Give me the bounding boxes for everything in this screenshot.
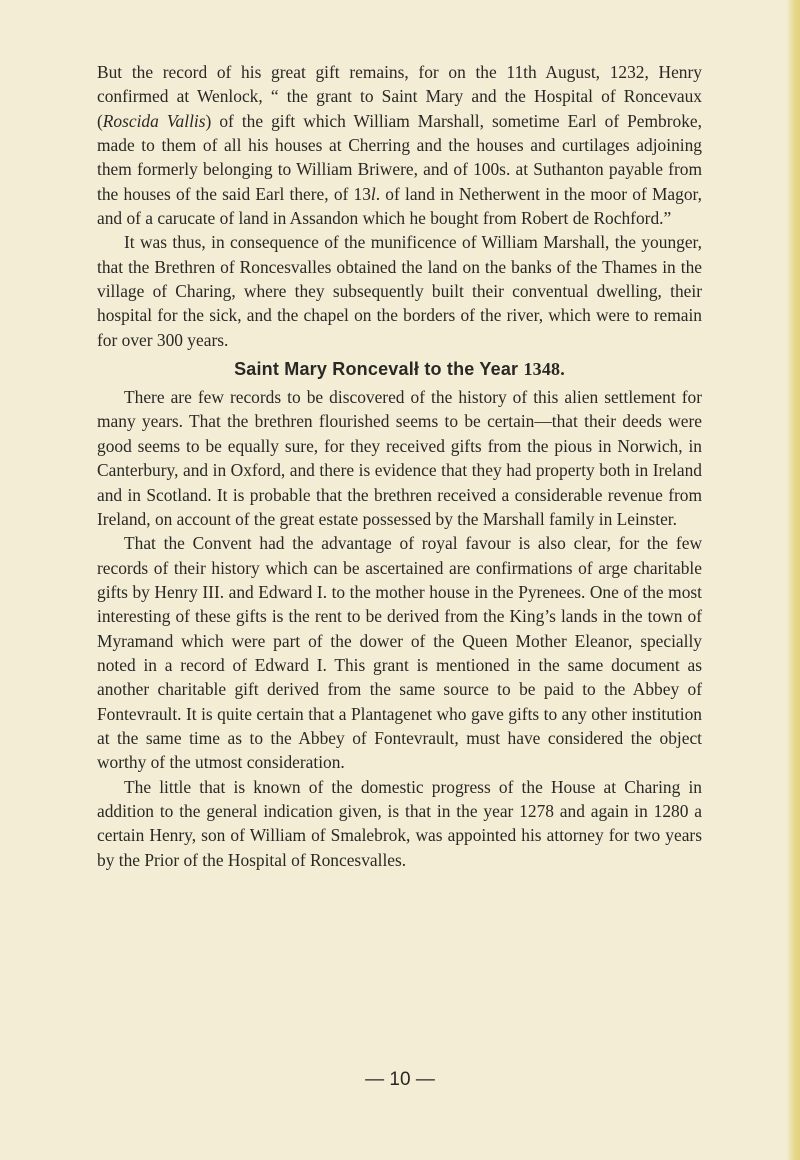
- paragraph-5: The little that is known of the domestic progress of the House at Charing in addition to the general indication given, is that in the year 1278 and again in 1280 a certain Henry, son of William of Smalebrok, was appointed his attorney for two years by the Prior of the Hospital of Roncesvalles.: [97, 776, 702, 870]
- paragraph-3: There are few records to be discovered of the history of this alien settlement for many years. That the brethren flourished seems to be certain—that their deeds were good seems to be equally sure, for they received gifts from the pious in Norwich, in Canterbury, and in Oxford, and there is evidence that they had property both in Ireland and in Scotland. It is probable that the brethren received a considerable revenue from Ireland, on account of the great estate possessed by the Marshall family in Leinster.: [97, 387, 702, 529]
- paragraph-4: That the Convent had the advantage of royal favour is also clear, for the few records of their history which can be ascertained are confirmations of arge charitable gifts by Henry III. and Edward I. to the mother house in the Pyrenees. One of the most interesting of these gifts is the rent to be derived from the King’s lands in the town of Myramand which were part of the dower of the Queen Mother Eleanor, specially noted in a record of Edward I. This grant is mentioned in the same document as another charitable gift derived from the same source to be paid to the Abbey of Fontevrault. It is quite certain that a Plantagenet who gave gifts to any other institution at the same time as to the Abbey of Fontevrault, must have considered the object worthy of the utmost consideration.: [97, 533, 702, 773]
- section-heading-year: 1348.: [523, 359, 565, 380]
- paragraph-1-text-b: ) of the gift which William Marshall, sometime Earl of Pembroke, made to them of all his houses at Cherring and the houses and curtilages adjoining them formerly belonging to William Briwere, and of 100s. at Suthanton payable from the houses of the said Earl there, of 13: [97, 110, 702, 204]
- paragraph-1-text-c: . of land in Netherwent in the moor of Magor, and of a carucate of land in Assandon which he bought from Robert de Rochford.”: [97, 183, 702, 229]
- paragraph-1: [97, 60, 702, 230]
- document-page: [97, 60, 702, 872]
- page-edge-shading: [786, 0, 800, 1160]
- paragraph-2: It was thus, in consequence of the munificence of William Marshall, the younger, that the Brethren of Roncesvalles obtained the land on the banks of the Thames in the village of Charing, where they subsequently built their conventual dwelling, their hospital for the sick, and the chapel on the borders of the river, which were to remain for over 300 years.: [97, 232, 702, 350]
- section-heading-text: Saint Mary Roncevalł to the Year: [234, 359, 524, 380]
- paragraph-1-text-a: But the record of his great gift remains, for on the 11th August, 1232, Henry confirmed at Wenlock, “ the grant to Saint Mary and the Hospital of Roncevaux (: [97, 62, 702, 131]
- section-heading: [97, 357, 702, 381]
- pound-symbol: l: [370, 183, 376, 204]
- latin-name-roscida-vallis: Roscida Vallis: [102, 110, 206, 131]
- page-number: — 10 —: [365, 1069, 435, 1090]
